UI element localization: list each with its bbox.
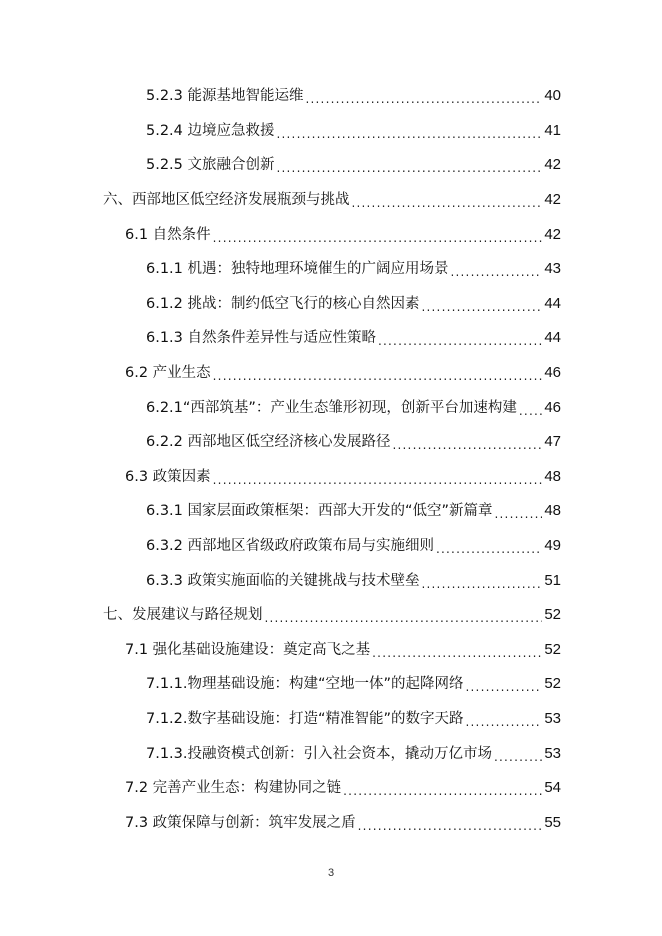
toc-entry-title: 6.1 自然条件 <box>125 226 211 243</box>
toc-entry-page: 51 <box>544 571 561 589</box>
toc-entry-page: 46 <box>544 364 561 382</box>
toc-entry-page: 46 <box>544 398 561 416</box>
toc-dot-leader <box>466 677 543 697</box>
toc-entry-title: 7.1.1.物理基础设施：构建“空地一体”的起降网络 <box>146 676 464 693</box>
toc-entry-title: 6.3 政策因素 <box>125 468 211 485</box>
toc-dot-leader <box>519 401 542 421</box>
toc-dot-leader <box>213 228 543 248</box>
toc-entry-page: 52 <box>544 675 561 693</box>
toc-entry-page: 43 <box>544 260 561 278</box>
toc-entry[interactable] <box>0 425 662 460</box>
toc-dot-leader <box>422 297 543 317</box>
toc-entry[interactable] <box>0 114 662 149</box>
toc-entry-page: 55 <box>544 813 561 831</box>
toc-entry[interactable] <box>0 598 662 633</box>
toc-dot-leader <box>378 331 542 351</box>
toc-entry[interactable] <box>0 321 662 356</box>
toc-dot-leader <box>352 193 543 213</box>
toc-entry-page: 48 <box>544 502 561 520</box>
toc-entry[interactable] <box>0 529 662 564</box>
toc-dot-leader <box>422 574 543 594</box>
toc-entry[interactable] <box>0 633 662 668</box>
toc-dot-leader <box>306 89 543 109</box>
toc-dot-leader <box>343 781 542 801</box>
toc-dot-leader <box>265 608 543 628</box>
toc-entry[interactable] <box>0 667 662 702</box>
toc-dot-leader <box>213 470 543 490</box>
toc-dot-leader <box>277 124 543 144</box>
toc-entry[interactable] <box>0 736 662 771</box>
toc-entry-page: 52 <box>544 640 561 658</box>
toc-entry-page: 52 <box>544 606 561 624</box>
page-number: 3 <box>327 867 335 879</box>
toc-entry-title: 7.1.2.数字基础设施：打造“精准智能”的数字天路 <box>146 710 464 727</box>
toc-entry[interactable] <box>0 494 662 529</box>
toc-dot-leader <box>277 158 543 178</box>
toc-entry-page: 41 <box>544 121 561 139</box>
toc-entry[interactable] <box>0 79 662 114</box>
toc-entry-page: 42 <box>544 191 561 209</box>
toc-entry[interactable] <box>0 390 662 425</box>
toc-entry-title: 6.2.1“西部筑基”：产业生态雏形初现，创新平台加速构建 <box>146 399 517 416</box>
toc-entry-title: 六、西部地区低空经济发展瓶颈与挑战 <box>103 192 350 209</box>
toc-entry-title: 7.1.3.投融资模式创新：引入社会资本，撬动万亿市场 <box>146 745 493 762</box>
toc-dot-leader <box>358 816 543 836</box>
toc-dot-leader <box>393 435 543 455</box>
toc-entry-page: 42 <box>544 225 561 243</box>
toc-entry[interactable] <box>0 563 662 598</box>
toc-entry-title: 6.3.2 西部地区省级政府政策布局与实施细则 <box>146 538 435 555</box>
toc-dot-leader <box>213 366 543 386</box>
toc-entry-title: 6.1.2 挑战：制约低空飞行的核心自然因素 <box>146 295 420 312</box>
toc-entry-title: 6.3.1 国家层面政策框架：西部大开发的“低空”新篇章 <box>146 503 493 520</box>
toc-entry-page: 53 <box>544 744 561 762</box>
toc-entry[interactable] <box>0 702 662 737</box>
toc-entry-page: 53 <box>544 709 561 727</box>
toc-entry-title: 5.2.4 边境应急救援 <box>146 122 275 139</box>
toc-entry[interactable] <box>0 287 662 322</box>
toc-entry-title: 5.2.5 文旅融合创新 <box>146 157 275 174</box>
toc-entry-title: 6.1.3 自然条件差异性与适应性策略 <box>146 330 377 347</box>
toc-entry[interactable] <box>0 771 662 806</box>
toc-entry-title: 6.1.1 机遇：独特地理环境催生的广阔应用场景 <box>146 261 449 278</box>
toc-entry-title: 6.2 产业生态 <box>125 365 211 382</box>
toc-dot-leader <box>495 504 543 524</box>
toc-entry-title: 6.2.2 西部地区低空经济核心发展路径 <box>146 434 391 451</box>
toc-entry-page: 42 <box>544 156 561 174</box>
toc-entry-title: 七、发展建议与路径规划 <box>103 607 263 624</box>
toc-dot-leader <box>494 747 542 767</box>
toc-entry[interactable] <box>0 183 662 218</box>
toc-entry-title: 7.2 完善产业生态：构建协同之链 <box>125 780 342 797</box>
toc-entry-page: 49 <box>544 537 561 555</box>
toc-entry-title: 7.3 政策保障与创新：筑牢发展之盾 <box>125 814 356 831</box>
toc-entry-page: 44 <box>544 294 561 312</box>
toc-entry-title: 6.3.3 政策实施面临的关键挑战与技术壁垒 <box>146 572 420 589</box>
toc-entry[interactable] <box>0 148 662 183</box>
toc-entry[interactable] <box>0 805 662 840</box>
toc-entry-title: 7.1 强化基础设施建设：奠定高飞之基 <box>125 641 371 658</box>
toc-entry[interactable] <box>0 460 662 495</box>
toc-entry-page: 44 <box>544 329 561 347</box>
toc-entry[interactable] <box>0 252 662 287</box>
toc-entry-title: 5.2.3 能源基地智能运维 <box>146 88 304 105</box>
toc-entry[interactable] <box>0 356 662 391</box>
toc-dot-leader <box>466 712 543 732</box>
toc-entry-page: 48 <box>544 467 561 485</box>
toc-entry-page: 47 <box>544 433 561 451</box>
table-of-contents <box>0 79 662 840</box>
toc-entry-page: 40 <box>544 87 561 105</box>
toc-dot-leader <box>451 262 543 282</box>
toc-dot-leader <box>436 539 542 559</box>
toc-entry-page: 54 <box>544 779 561 797</box>
toc-entry[interactable] <box>0 217 662 252</box>
toc-dot-leader <box>372 643 542 663</box>
